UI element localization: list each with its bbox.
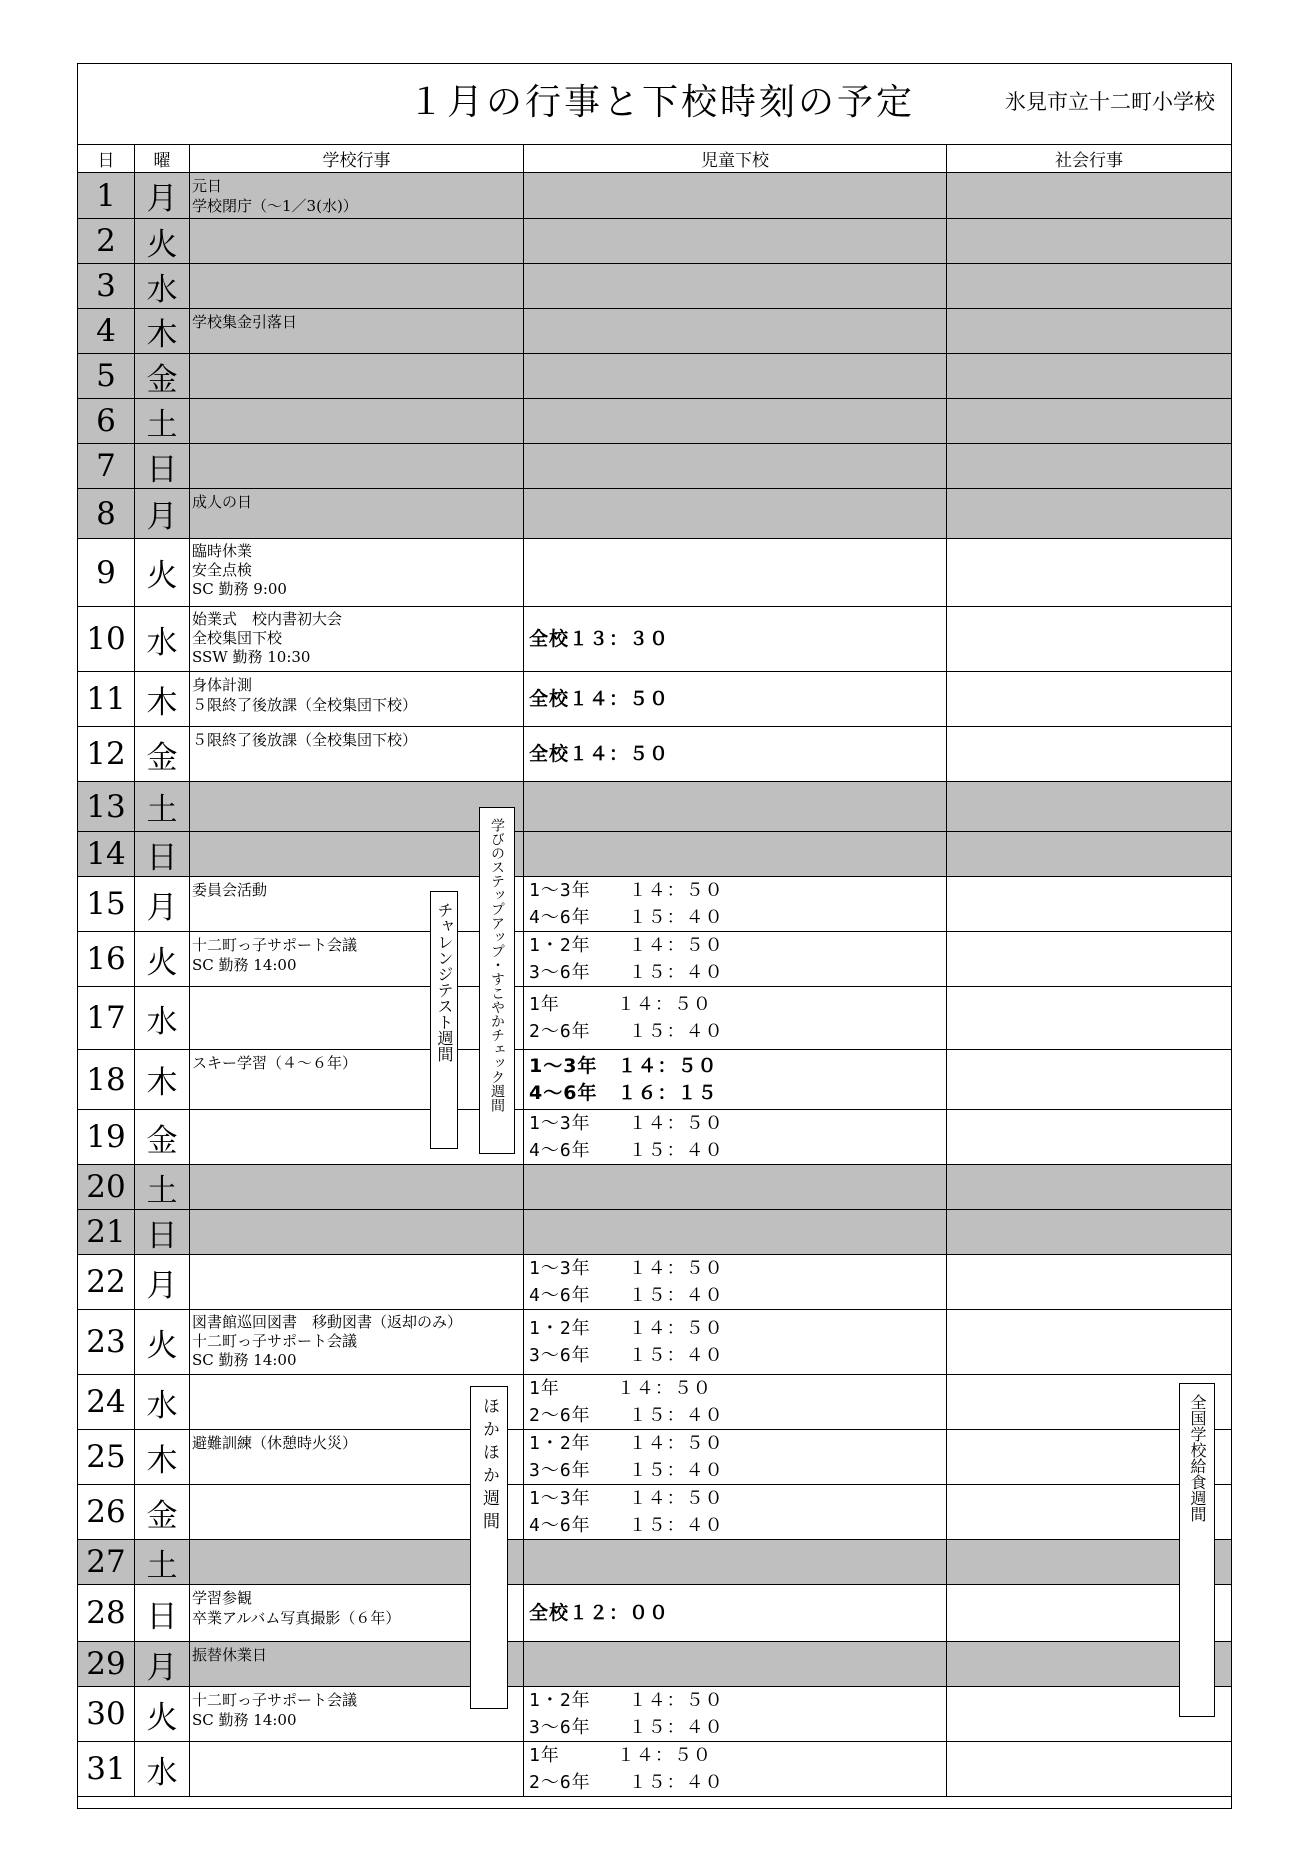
social-cell [947,489,1231,538]
events-text [192,675,417,715]
dismissal-text [529,1050,717,1109]
weekday-cell: 日 [135,444,190,488]
dismissal-line: 全校１３：３０ [529,627,670,650]
events-cell [190,1210,524,1254]
dismissal-line: 2〜6年 １５：４０ [529,1021,724,1042]
dismissal-cell [524,1255,947,1309]
day-cell: 6 [78,399,135,443]
dismissal-cell [524,489,947,538]
table-row [78,399,1231,444]
dismissal-text [529,672,669,726]
weekday-cell: 金 [135,1110,190,1164]
dismissal-cell [524,1742,947,1796]
weekday-cell: 水 [135,607,190,671]
event-line: 十二町っ子サポート会議 [192,936,358,954]
weekday-cell: 月 [135,877,190,931]
table-row [78,607,1231,672]
social-cell [947,782,1231,831]
event-line: 学校集金引落日 [192,313,298,331]
weekday-cell: 土 [135,782,190,831]
dismissal-text [529,1310,724,1374]
event-line: SC 勤務 14:00 [192,1711,297,1729]
table-row [78,309,1231,354]
dismissal-line: 1・2年 １４：５０ [529,935,724,956]
dismissal-cell [524,1642,947,1686]
events-text [192,610,342,667]
social-cell [947,219,1231,263]
event-line: 元日 [192,177,223,195]
social-cell [947,444,1231,488]
events-text [192,176,358,216]
dismissal-line: 4〜6年 １５：４０ [529,1140,724,1161]
events-cell [190,1255,524,1309]
hokahoka-week-label [470,1386,508,1709]
events-cell [190,932,524,986]
dismissal-cell [524,607,947,671]
weekday-cell: 火 [135,1310,190,1374]
dismissal-cell [524,309,947,353]
dismissal-line: 1・2年 １４：５０ [529,1318,724,1339]
day-cell: 24 [78,1375,135,1429]
dismissal-cell [524,1540,947,1584]
event-line: 卒業アルバム写真撮影（６年） [192,1609,401,1627]
events-text [192,1053,357,1073]
event-line: 十二町っ子サポート会議 [192,1691,358,1709]
event-line: ５限終了後放課（全校集団下校） [192,696,418,714]
dismissal-line: 1年 １４：５０ [529,994,712,1015]
table-row [78,1430,1231,1485]
event-line: 全校集団下校 [192,629,283,647]
event-line: 委員会活動 [192,881,268,899]
dismissal-line: 4〜6年 １５：４０ [529,1285,724,1306]
dismissal-line: 2〜6年 １５：４０ [529,1772,724,1793]
social-cell [947,877,1231,931]
manabi-week-text: 学びのステップアップ・すこやかチェック週間 [489,818,505,1112]
event-line: 十二町っ子サポート会議 [192,1332,358,1350]
events-cell [190,1165,524,1209]
weekday-cell: 金 [135,727,190,781]
social-cell [947,1165,1231,1209]
events-text [192,1433,357,1453]
events-cell [190,1110,524,1164]
events-cell [190,727,524,781]
events-cell [190,399,524,443]
day-cell: 8 [78,489,135,538]
table-row [78,1210,1231,1255]
dismissal-cell [524,672,947,726]
social-cell [947,1255,1231,1309]
dismissal-line: 1〜3年 １４：５０ [529,1113,724,1134]
weekday-cell: 水 [135,264,190,308]
events-text [192,1588,400,1628]
dismissal-cell [524,539,947,606]
dismissal-text [529,1110,724,1164]
day-cell: 31 [78,1742,135,1796]
table-row [78,173,1231,219]
dismissal-text [529,1485,724,1539]
hokahoka-week-text: ほかほか週間 [479,1397,499,1535]
dismissal-line: 1年 １４：５０ [529,1378,712,1399]
page-title: １月の行事と下校時刻の予定 [408,82,916,123]
social-cell [947,932,1231,986]
school-name: 氷見市立十二町小学校 [1005,90,1215,114]
dismissal-cell [524,1375,947,1429]
dismissal-text [529,1375,724,1429]
dismissal-text [529,987,724,1049]
dismissal-cell [524,932,947,986]
dismissal-cell [524,1687,947,1741]
table-row [78,932,1231,987]
events-text [192,492,252,512]
weekday-cell: 水 [135,987,190,1049]
dismissal-line: 1〜3年 １４：５０ [529,880,724,901]
table-row [78,1585,1231,1642]
dismissal-cell [524,1210,947,1254]
weekday-cell: 月 [135,1642,190,1686]
day-cell: 30 [78,1687,135,1741]
table-row [78,264,1231,309]
day-cell: 17 [78,987,135,1049]
events-text [192,935,357,975]
table-row [78,727,1231,782]
dismissal-cell [524,987,947,1049]
dismissal-cell [524,1110,947,1164]
dismissal-text [529,1585,669,1641]
dismissal-cell [524,877,947,931]
header-weekday: 曜 [135,145,190,172]
day-cell: 23 [78,1310,135,1374]
dismissal-line: 全校１２：００ [529,1601,670,1624]
social-cell [947,173,1231,218]
weekday-cell: 金 [135,1485,190,1539]
day-cell: 15 [78,877,135,931]
weekday-cell: 水 [135,1375,190,1429]
events-text [192,730,417,750]
weekday-cell: 火 [135,539,190,606]
events-cell [190,309,524,353]
day-cell: 7 [78,444,135,488]
weekday-cell: 土 [135,1540,190,1584]
table-row [78,1375,1231,1430]
event-line: 学校閉庁（〜1／3(水)） [192,197,358,215]
day-cell: 9 [78,539,135,606]
dismissal-line: 4〜6年 １６：１５ [529,1081,718,1104]
dismissal-line: 3〜6年 １５：４０ [529,1460,724,1481]
day-cell: 3 [78,264,135,308]
table-row [78,1540,1231,1585]
weekday-cell: 木 [135,309,190,353]
table-row [78,1255,1231,1310]
table-row [78,489,1231,539]
schedule-sheet [77,63,1232,1809]
day-cell: 14 [78,832,135,876]
dismissal-cell [524,399,947,443]
dismissal-line: 1〜3年 １４：５０ [529,1054,718,1077]
weekday-cell: 土 [135,1165,190,1209]
dismissal-cell [524,1585,947,1641]
events-text [192,312,297,332]
weekday-cell: 木 [135,672,190,726]
table-row [78,1485,1231,1540]
dismissal-cell [524,173,947,218]
dismissal-line: 1〜3年 １４：５０ [529,1488,724,1509]
school-lunch-week-label [1179,1383,1215,1717]
table-row [78,877,1231,932]
day-cell: 19 [78,1110,135,1164]
events-cell [190,782,524,831]
dismissal-cell [524,832,947,876]
events-cell [190,489,524,538]
day-cell: 27 [78,1540,135,1584]
table-row [78,444,1231,489]
table-row [78,1050,1231,1110]
event-line: 臨時休業 [192,542,253,560]
weekday-cell: 木 [135,1430,190,1484]
dismissal-cell [524,1050,947,1109]
weekday-cell: 月 [135,1255,190,1309]
table-row [78,354,1231,399]
weekday-cell: 水 [135,1742,190,1796]
day-cell: 22 [78,1255,135,1309]
manabi-week-label [479,807,515,1154]
day-cell: 18 [78,1050,135,1109]
event-line: SC 勤務 9:00 [192,580,287,598]
day-cell: 26 [78,1485,135,1539]
dismissal-line: 全校１４：５０ [529,742,670,765]
dismissal-text [529,1742,724,1796]
day-cell: 4 [78,309,135,353]
dismissal-text [529,607,669,671]
events-cell [190,832,524,876]
table-header-row [78,145,1231,173]
table-row [78,1310,1231,1375]
table-row [78,219,1231,264]
events-cell [190,607,524,671]
table-row [78,782,1231,832]
social-cell [947,1110,1231,1164]
event-line: 身体計測 [192,676,253,694]
dismissal-line: 3〜6年 １５：４０ [529,1345,724,1366]
weekday-cell: 火 [135,219,190,263]
event-line: 図書館巡回図書 移動図書（返却のみ） [192,1313,463,1331]
social-cell [947,607,1231,671]
dismissal-text [529,1687,724,1741]
school-lunch-week-text: 全国学校給食週間 [1188,1394,1207,1523]
events-cell [190,1310,524,1374]
table-row [78,987,1231,1050]
events-cell [190,1050,524,1109]
day-cell: 21 [78,1210,135,1254]
dismissal-text [529,932,724,986]
events-text [192,1690,357,1730]
day-cell: 12 [78,727,135,781]
events-cell [190,539,524,606]
event-line: 成人の日 [192,493,253,511]
event-line: 避難訓練（休憩時火災） [192,1434,358,1452]
social-cell [947,1210,1231,1254]
event-line: SSW 勤務 10:30 [192,648,311,666]
weekday-cell: 火 [135,1687,190,1741]
events-cell [190,444,524,488]
events-text [192,1313,462,1370]
social-cell [947,399,1231,443]
table-row [78,539,1231,607]
weekday-cell: 金 [135,354,190,398]
social-cell [947,309,1231,353]
day-cell: 11 [78,672,135,726]
weekday-cell: 日 [135,1585,190,1641]
dismissal-line: 2〜6年 １５：４０ [529,1405,724,1426]
weekday-cell: 日 [135,1210,190,1254]
dismissal-cell [524,727,947,781]
events-text [192,542,287,599]
weekday-cell: 日 [135,832,190,876]
event-line: SC 勤務 14:00 [192,956,297,974]
dismissal-cell [524,1165,947,1209]
day-cell: 5 [78,354,135,398]
dismissal-line: 4〜6年 １５：４０ [529,907,724,928]
events-cell [190,219,524,263]
dismissal-line: 1・2年 １４：５０ [529,1690,724,1711]
table-row [78,1742,1231,1797]
day-cell: 1 [78,173,135,218]
dismissal-cell [524,1485,947,1539]
social-cell [947,832,1231,876]
dismissal-text [529,877,724,931]
events-cell [190,354,524,398]
weekday-cell: 月 [135,173,190,218]
weekday-cell: 火 [135,932,190,986]
event-line: SC 勤務 14:00 [192,1351,297,1369]
dismissal-line: 1・2年 １４：５０ [529,1433,724,1454]
dismissal-line: 3〜6年 １５：４０ [529,962,724,983]
table-row [78,1165,1231,1210]
weekday-cell: 木 [135,1050,190,1109]
dismissal-cell [524,1310,947,1374]
table-row [78,1642,1231,1687]
events-text [192,880,267,900]
dismissal-line: 1年 １４：５０ [529,1745,712,1766]
social-cell [947,672,1231,726]
weekday-cell: 月 [135,489,190,538]
dismissal-cell [524,354,947,398]
events-cell [190,1742,524,1796]
events-cell [190,672,524,726]
table-row [78,672,1231,727]
dismissal-text [529,1255,724,1309]
header-dismissal: 児童下校 [524,145,947,172]
table-row [78,1110,1231,1165]
day-cell: 13 [78,782,135,831]
header-events: 学校行事 [190,145,524,172]
events-cell [190,173,524,218]
dismissal-cell [524,264,947,308]
day-cell: 16 [78,932,135,986]
dismissal-cell [524,219,947,263]
weekday-cell: 土 [135,399,190,443]
events-cell [190,987,524,1049]
social-cell [947,354,1231,398]
social-cell [947,1050,1231,1109]
header-social: 社会行事 [1055,151,1123,171]
dismissal-line: 全校１４：５０ [529,687,670,710]
header-day: 日 [78,145,135,172]
day-cell: 28 [78,1585,135,1641]
table-row [78,832,1231,877]
day-cell: 10 [78,607,135,671]
social-cell [947,1310,1231,1374]
events-cell [190,877,524,931]
event-line: 振替休業日 [192,1646,268,1664]
event-line: 学習参観 [192,1589,253,1607]
events-cell [190,264,524,308]
social-cell [947,987,1231,1049]
challenge-test-week-text: チャレンジテスト週間 [435,901,454,1062]
table-row [78,1687,1231,1742]
events-text [192,1645,267,1665]
dismissal-line: 1〜3年 １４：５０ [529,1258,724,1279]
social-cell [947,539,1231,606]
event-line: 始業式 校内書初大会 [192,610,343,628]
social-cell [947,727,1231,781]
day-cell: 29 [78,1642,135,1686]
social-cell [947,264,1231,308]
event-line: 安全点検 [192,561,253,579]
social-cell [947,1742,1231,1796]
challenge-test-week-label [430,891,458,1149]
day-cell: 20 [78,1165,135,1209]
dismissal-cell [524,782,947,831]
event-line: ５限終了後放課（全校集団下校） [192,731,418,749]
dismissal-text [529,727,669,781]
dismissal-text [529,1430,724,1484]
day-cell: 2 [78,219,135,263]
dismissal-line: 3〜6年 １５：４０ [529,1717,724,1738]
sheet-header [78,64,1231,145]
event-line: スキー学習（４〜６年） [192,1054,358,1072]
dismissal-cell [524,1430,947,1484]
dismissal-cell [524,444,947,488]
day-cell: 25 [78,1430,135,1484]
dismissal-line: 4〜6年 １５：４０ [529,1515,724,1536]
